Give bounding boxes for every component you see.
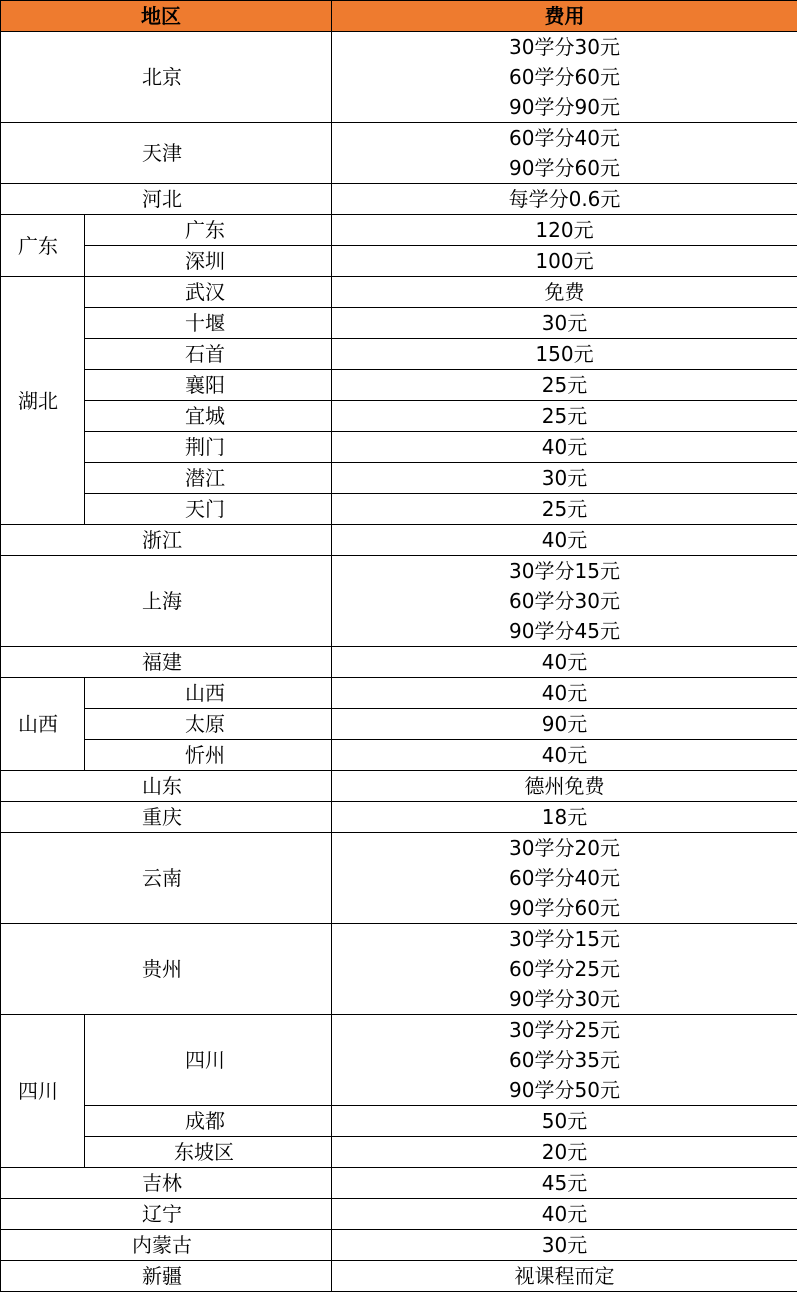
table-row [1, 1106, 797, 1137]
city-cell: 潜江 [85, 463, 332, 494]
region-column-header: 地区 [1, 1, 332, 32]
table-row [1, 370, 797, 401]
city-cell: 天门 [85, 494, 332, 525]
fee-cell: 30元 [332, 308, 797, 339]
fee-cell: 30元 [332, 463, 797, 494]
region-cell: 北京 [1, 32, 332, 123]
table-row [1, 1015, 797, 1106]
fee-cell: 40元 [332, 1199, 797, 1230]
table-row [1, 556, 797, 647]
region-cell: 上海 [1, 556, 332, 647]
fee-line: 60学分35元 [332, 1045, 797, 1075]
fee-line: 60学分30元 [332, 586, 797, 616]
fee-cell: 50元 [332, 1106, 797, 1137]
table-row [1, 432, 797, 463]
fee-cell: 25元 [332, 494, 797, 525]
fee-line: 30学分20元 [332, 833, 797, 863]
fee-cell: 40元 [332, 525, 797, 556]
fee-line: 60学分25元 [332, 954, 797, 984]
region-cell: 天津 [1, 123, 332, 184]
table-row [1, 678, 797, 709]
fee-cell: 视课程而定 [332, 1261, 797, 1292]
table-row [1, 339, 797, 370]
region-cell: 吉林 [1, 1168, 332, 1199]
province-cell: 四川 [1, 1015, 85, 1168]
fee-line: 60学分40元 [332, 863, 797, 893]
fee-line: 30学分25元 [332, 1015, 797, 1045]
region-cell: 新疆 [1, 1261, 332, 1292]
fee-line: 30学分15元 [332, 556, 797, 586]
fee-cell: 40元 [332, 740, 797, 771]
city-cell: 广东 [85, 215, 332, 246]
fee-line: 90学分30元 [332, 984, 797, 1014]
city-cell: 成都 [85, 1106, 332, 1137]
province-cell: 广东 [1, 215, 85, 277]
city-cell: 十堰 [85, 308, 332, 339]
table-row [1, 123, 797, 184]
fee-line: 30学分15元 [332, 924, 797, 954]
fee-line: 60学分60元 [332, 62, 797, 92]
city-cell: 深圳 [85, 246, 332, 277]
fee-line: 90学分45元 [332, 616, 797, 646]
fee-cell: 45元 [332, 1168, 797, 1199]
city-cell: 忻州 [85, 740, 332, 771]
table-row [1, 277, 797, 308]
fee-cell: 德州免费 [332, 771, 797, 802]
fee-cell [332, 1015, 797, 1106]
table-row [1, 1230, 797, 1261]
fee-cell: 120元 [332, 215, 797, 246]
table-row [1, 246, 797, 277]
city-cell: 宜城 [85, 401, 332, 432]
fee-cell [332, 123, 797, 184]
region-cell: 云南 [1, 833, 332, 924]
fee-cell: 免费 [332, 277, 797, 308]
table-row [1, 525, 797, 556]
fee-cell [332, 833, 797, 924]
city-cell: 襄阳 [85, 370, 332, 401]
table-row [1, 802, 797, 833]
table-row [1, 771, 797, 802]
table-row [1, 709, 797, 740]
table-row [1, 924, 797, 1015]
city-cell: 太原 [85, 709, 332, 740]
table-row [1, 463, 797, 494]
province-cell: 山西 [1, 678, 85, 771]
region-cell: 重庆 [1, 802, 332, 833]
table-row [1, 1261, 797, 1292]
region-cell: 河北 [1, 184, 332, 215]
fee-cell: 40元 [332, 678, 797, 709]
table-header-row [1, 1, 797, 32]
fee-line: 90学分60元 [332, 153, 797, 183]
fee-column-header: 费用 [332, 1, 797, 32]
fee-cell [332, 924, 797, 1015]
fee-cell: 每学分0.6元 [332, 184, 797, 215]
fee-line: 60学分40元 [332, 123, 797, 153]
region-cell: 山东 [1, 771, 332, 802]
table-row [1, 1168, 797, 1199]
table-row [1, 32, 797, 123]
table-row [1, 215, 797, 246]
table-row [1, 184, 797, 215]
fee-cell: 40元 [332, 432, 797, 463]
fee-cell: 40元 [332, 647, 797, 678]
fee-line: 30学分30元 [332, 32, 797, 62]
table-row [1, 740, 797, 771]
fee-cell: 25元 [332, 401, 797, 432]
region-cell: 福建 [1, 647, 332, 678]
fee-line: 90学分90元 [332, 92, 797, 122]
city-cell: 石首 [85, 339, 332, 370]
region-cell: 贵州 [1, 924, 332, 1015]
table-row [1, 647, 797, 678]
fee-cell: 100元 [332, 246, 797, 277]
table-row [1, 401, 797, 432]
city-cell: 荆门 [85, 432, 332, 463]
table-row [1, 833, 797, 924]
city-cell: 东坡区 [85, 1137, 332, 1168]
fee-cell: 30元 [332, 1230, 797, 1261]
fee-line: 90学分60元 [332, 893, 797, 923]
table-row [1, 1137, 797, 1168]
city-cell: 山西 [85, 678, 332, 709]
city-cell: 武汉 [85, 277, 332, 308]
city-cell: 四川 [85, 1015, 332, 1106]
fee-cell: 150元 [332, 339, 797, 370]
fee-cell [332, 32, 797, 123]
province-cell: 湖北 [1, 277, 85, 525]
fee-cell: 18元 [332, 802, 797, 833]
fee-cell: 25元 [332, 370, 797, 401]
fee-cell: 20元 [332, 1137, 797, 1168]
table-row [1, 308, 797, 339]
fee-line: 90学分50元 [332, 1075, 797, 1105]
region-cell: 辽宁 [1, 1199, 332, 1230]
region-cell: 浙江 [1, 525, 332, 556]
table-row [1, 1199, 797, 1230]
fee-cell [332, 556, 797, 647]
region-cell: 内蒙古 [1, 1230, 332, 1261]
fee-cell: 90元 [332, 709, 797, 740]
table-row [1, 494, 797, 525]
